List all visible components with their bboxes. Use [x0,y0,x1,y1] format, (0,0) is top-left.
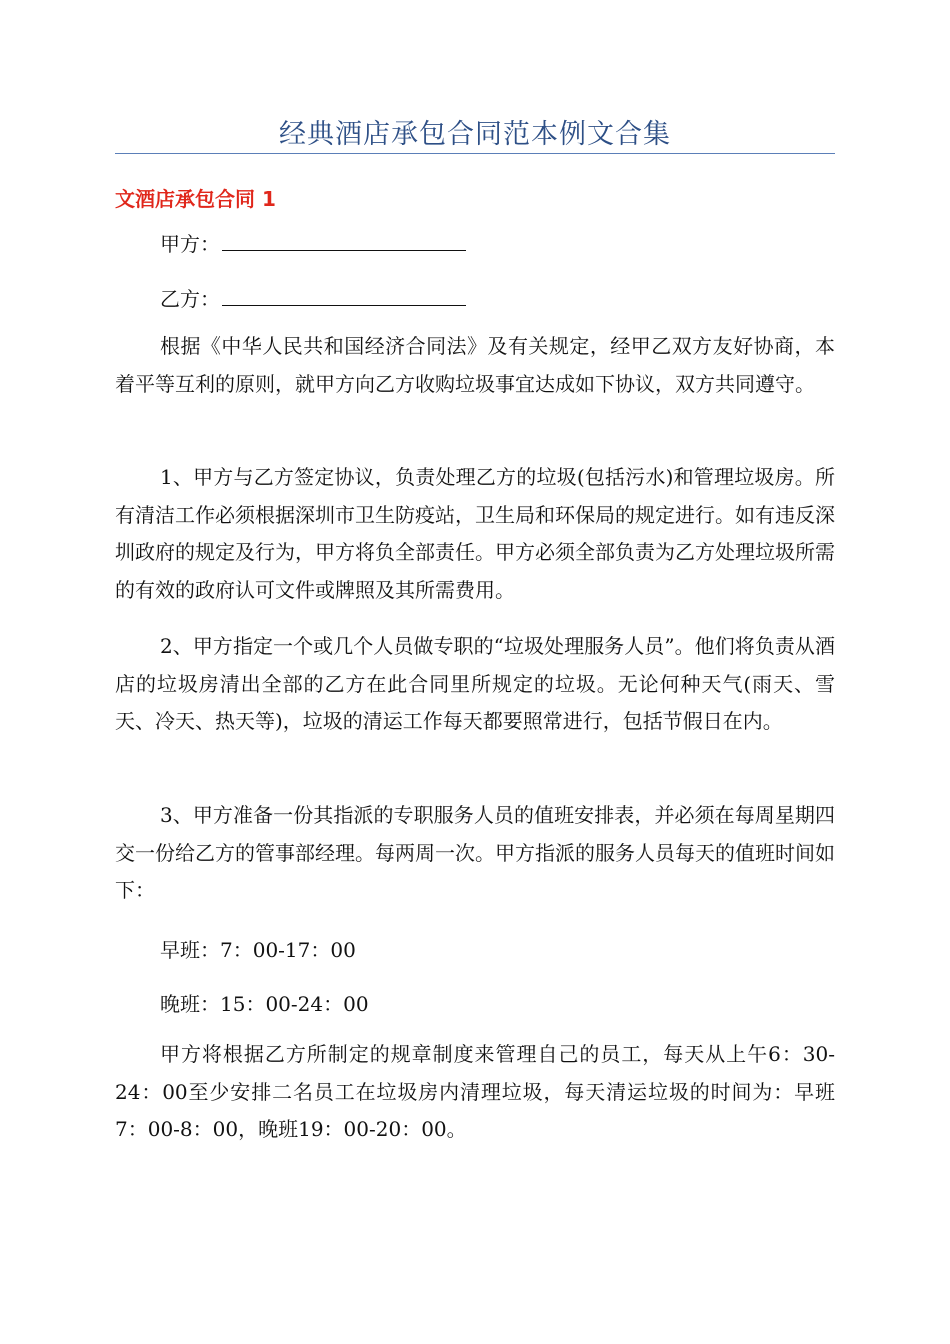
paragraph-clause-2: 2、甲方指定一个或几个人员做专职的“垃圾处理服务人员”。他们将负责从酒店的垃圾房清出全部的乙方在此合同里所规定的垃圾。无论何种天气(雨天、雪天、冷天、热天等)，垃圾的清运工作每天都要照常进行，包括节假日在内。 [115,634,835,733]
paragraph-intro: 根据《中华人民共和国经济合同法》及有关规定，经甲乙双方友好协商，本着平等互利的原则，就甲方向乙方收购垃圾事宜达成如下协议，双方共同遵守。 [115,334,835,396]
party-b-line [160,283,466,312]
paragraph-closing: 甲方将根据乙方所制定的规章制度来管理自己的员工，每天从上午6：30-24：00至少安排二名员工在垃圾房内清理垃圾，每天清运垃圾的时间为：早班7：00-8：00，晚班19：00-20：00。 [115,1042,835,1141]
party-a-blank [222,232,466,251]
document-title: 经典酒店承包合同范本例文合集 [279,119,671,150]
evening-shift: 晚班：15：00-24：00 [160,992,369,1016]
paragraph-clause-1: 1、甲方与乙方签定协议，负责处理乙方的垃圾(包括污水)和管理垃圾房。所有清洁工作必须根据深圳市卫生防疫站，卫生局和环保局的规定进行。如有违反深圳政府的规定及行为，甲方将负全部责任。甲方必须全部负责为乙方处理垃圾所需的有效的政府认可文件或牌照及其所需费用。 [115,465,835,602]
party-b-label: 乙方： [160,287,220,311]
party-a-line [160,228,466,257]
party-a-label: 甲方： [160,232,220,256]
paragraph-clause-3: 3、甲方准备一份其指派的专职服务人员的值班安排表，并必须在每周星期四交一份给乙方的管事部经理。每两周一次。甲方指派的服务人员每天的值班时间如下： [115,803,835,902]
morning-shift: 早班：7：00-17：00 [160,938,356,962]
title-divider [115,153,835,154]
party-b-blank [222,287,466,306]
section-heading: 文酒店承包合同 1 [115,187,276,211]
